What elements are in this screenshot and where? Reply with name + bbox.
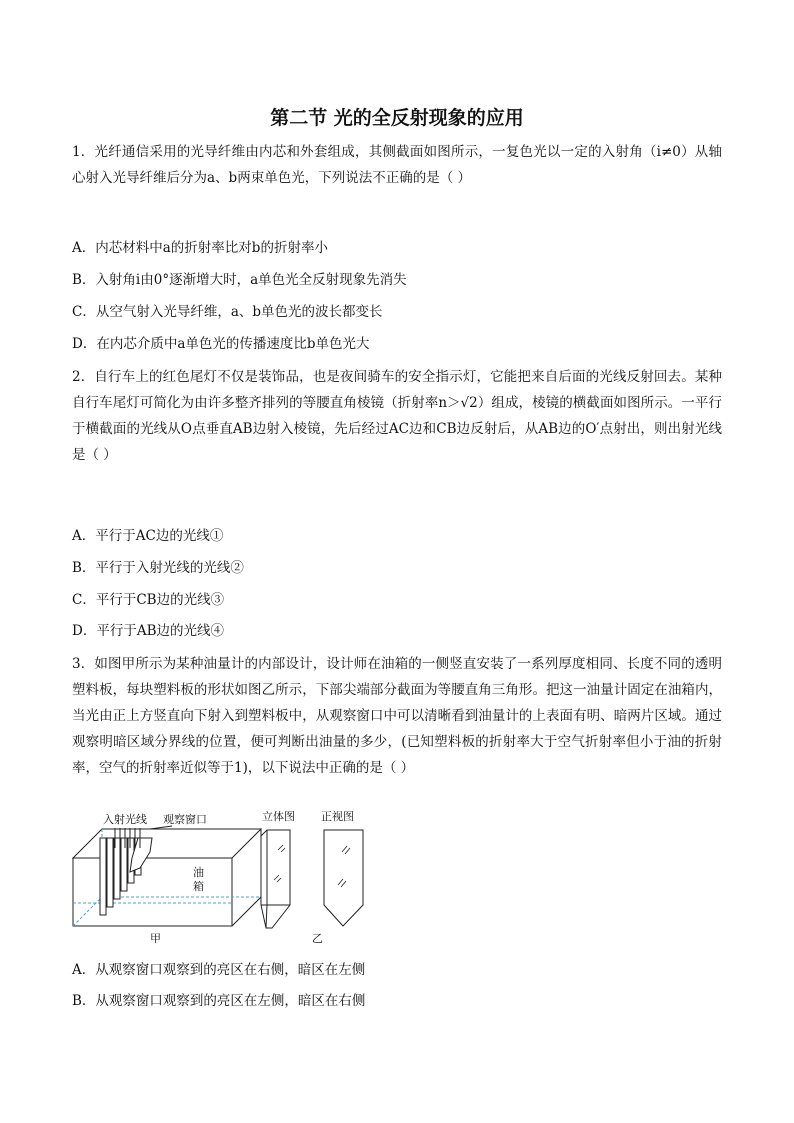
page-title: 第二节 光的全反射现象的应用: [270, 107, 524, 129]
label-jia: 甲: [150, 932, 161, 945]
label-3d-view: 立体图: [262, 810, 295, 823]
question-2-option-a[interactable]: A．平行于AC边的光线①: [72, 528, 224, 544]
label-front-view: 正视图: [321, 810, 354, 823]
question-3-option-b[interactable]: B．从观察窗口观察到的亮区在左侧，暗区在右侧: [72, 993, 366, 1009]
question-1-option-b[interactable]: B．入射角i由0°逐渐增大时，a单色光全反射现象先消失: [72, 272, 407, 288]
question-1-stem: 1．光纤通信采用的光导纤维由内芯和外套组成，其侧截面如图所示，一复色光以一定的入射角（i≠0）从轴心射入光导纤维后分为a、b两束单色光，下列说法不正确的是（ ）: [72, 144, 722, 186]
question-1-option-d[interactable]: D．在内芯介质中a单色光的传播速度比b单色光大: [72, 336, 370, 352]
label-observation-window: 观察窗口: [163, 813, 207, 826]
label-incident-ray: 入射光线: [103, 813, 147, 826]
question-2-option-c[interactable]: C．平行于CB边的光线③: [72, 592, 225, 608]
question-3-option-a[interactable]: A．从观察窗口观察到的亮区在右侧，暗区在左侧: [72, 962, 366, 978]
question-3-stem: 3．如图甲所示为某种油量计的内部设计，设计师在油箱的一侧竖直安装了一系列厚度相同、长度不同的透明塑料板，每块塑料板的形状如图乙所示，下部尖端部分截面为等腰直角三角形。把这一油量计固定在油箱内，当光由正上方竖直向下射入到塑料板中，从观察窗口中可以清晰看到油量计的上表面有明、暗两片区域。通过观察明暗区域分界线的位置，便可判断出油量的多少，(已知塑料板的折射率大于空气折射率但小于油的折射率，空气的折射率近似等于1)，以下说法中正确的是（ ）: [72, 656, 722, 776]
label-oil-tank: 油箱: [193, 866, 204, 893]
label-yi: 乙: [312, 932, 323, 945]
question-2-option-b[interactable]: B．平行于入射光线的光线②: [72, 560, 244, 576]
question-2-option-d[interactable]: D．平行于AB边的光线④: [72, 623, 224, 639]
question-1-option-a[interactable]: A．内芯材料中a的折射率比对b的折射率小: [72, 240, 328, 256]
question-2-stem: 2．自行车上的红色尾灯不仅是装饰品，也是夜间骑车的安全指示灯，它能把来自后面的光线反射回去。某种自行车尾灯可简化为由许多整齐排列的等腰直角棱镜（折射率n＞√2）组成，棱镜的横截面如图所示。一平行于横截面的光线从O点垂直AB边射入棱镜，先后经过AC边和CB边反射后，从AB边的O′点射出，则出射光线是（ ）: [72, 369, 722, 463]
question-1-option-c[interactable]: C．从空气射入光导纤维，a、b单色光的波长都变长: [72, 304, 383, 320]
